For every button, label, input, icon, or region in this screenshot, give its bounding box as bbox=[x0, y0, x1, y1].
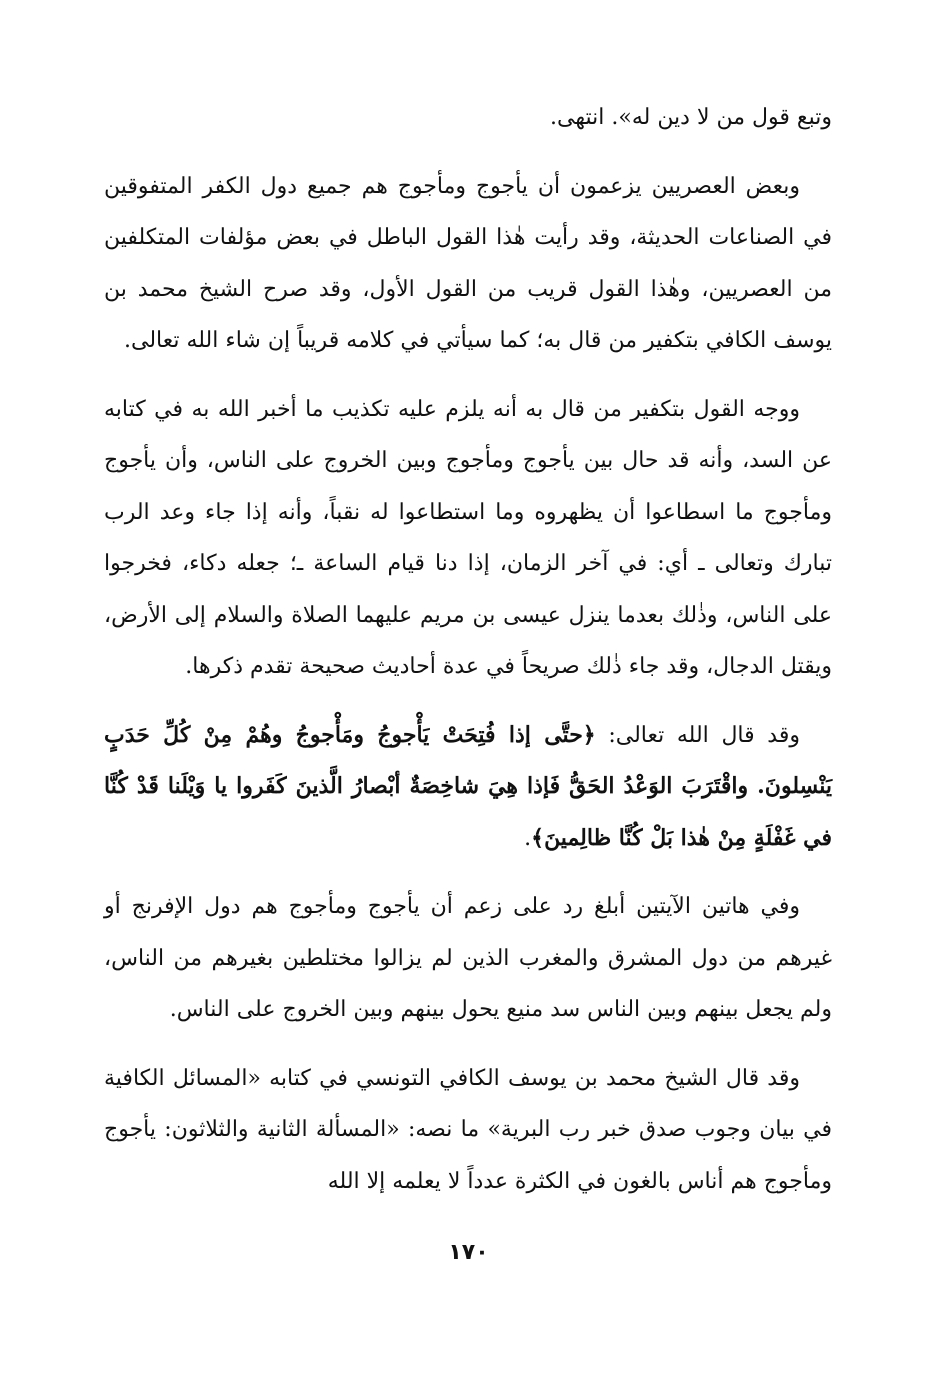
quran-end: . bbox=[524, 825, 532, 851]
quran-verse: ﴿حتَّى إذا فُتِحَتْ يَأْجوجُ ومَأْجوجُ وهُمْ مِنْ كُلِّ حَدَبٍ يَنْسِلونَ. واقْتَرَبَ الوَعْدُ الحَقُّ فَإذا هِيَ شاخِصَةٌ أبْصارُ الَّذينَ كَفَروا يا وَيْلَنا قَدْ كُنَّا في غَفْلَةٍ مِنْ هٰذا بَلْ كُنَّا ظالِمينَ﴾ bbox=[104, 721, 832, 851]
paragraph-3: ووجه القول بتكفير من قال به أنه يلزم عليه تكذيب ما أخبر الله به في كتابه عن السد، وأنه قد حال بين يأجوج ومأجوج وبين الخروج على الناس، وأن يأجوج ومأجوج ما اسطاعوا أن يظهروه وما استطاعوا له نقباً، وأنه إذا جاء وعد الرب تبارك وتعالى ـ أي: في آخر الزمان، إذا دنا قيام الساعة ـ؛ جعله دكاء، فخرجوا على الناس، وذٰلك بعدما ينزل عيسى بن مريم عليهما الصلاة والسلام إلى الأرض، ويقتل الدجال، وقد جاء ذٰلك صريحاً في عدة أحاديث صحيحة تقدم ذكرها. bbox=[104, 396, 832, 679]
body-text bbox=[104, 92, 832, 1224]
page-number: ١٧٠ bbox=[448, 1240, 489, 1265]
paragraph-5: وفي هاتين الآيتين أبلغ رد على زعم أن يأجوج ومأجوج هم دول الإفرنج أو غيرهم من دول المشرق والمغرب الذين لم يزالوا مختلطين بغيرهم من الناس، ولم يجعل بينهم وبين الناس سد منيع يحول بينهم وبين الخروج على الناس. bbox=[104, 894, 833, 1022]
quran-intro: وقد قال الله تعالى: bbox=[595, 722, 800, 748]
paragraph-2: وبعض العصريين يزعمون أن يأجوج ومأجوج هم جميع دول الكفر المتفوقين في الصناعات الحديثة، وقد رأيت هٰذا القول الباطل في بعض مؤلفات المتكلفين من العصريين، وهٰذا القول قريب من القول الأول، وقد صرح الشيخ محمد بن يوسف الكافي بتكفير من قال به؛ كما سيأتي في كلامه قريباً إن شاء الله تعالى. bbox=[104, 173, 832, 353]
paragraph-6: وقد قال الشيخ محمد بن يوسف الكافي التونسي في كتابه «المسائل الكافية في بيان وجوب صدق خبر رب البرية» ما نصه: «المسألة الثانية والثلاثون: يأجوج ومأجوج هم أناس بالغون في الكثرة عدداً لا يعلمه إلا الله bbox=[104, 1065, 832, 1194]
quran-paragraph bbox=[104, 710, 832, 865]
paragraph-1: وتبع قول من لا دين له». انتهى. bbox=[550, 105, 832, 130]
